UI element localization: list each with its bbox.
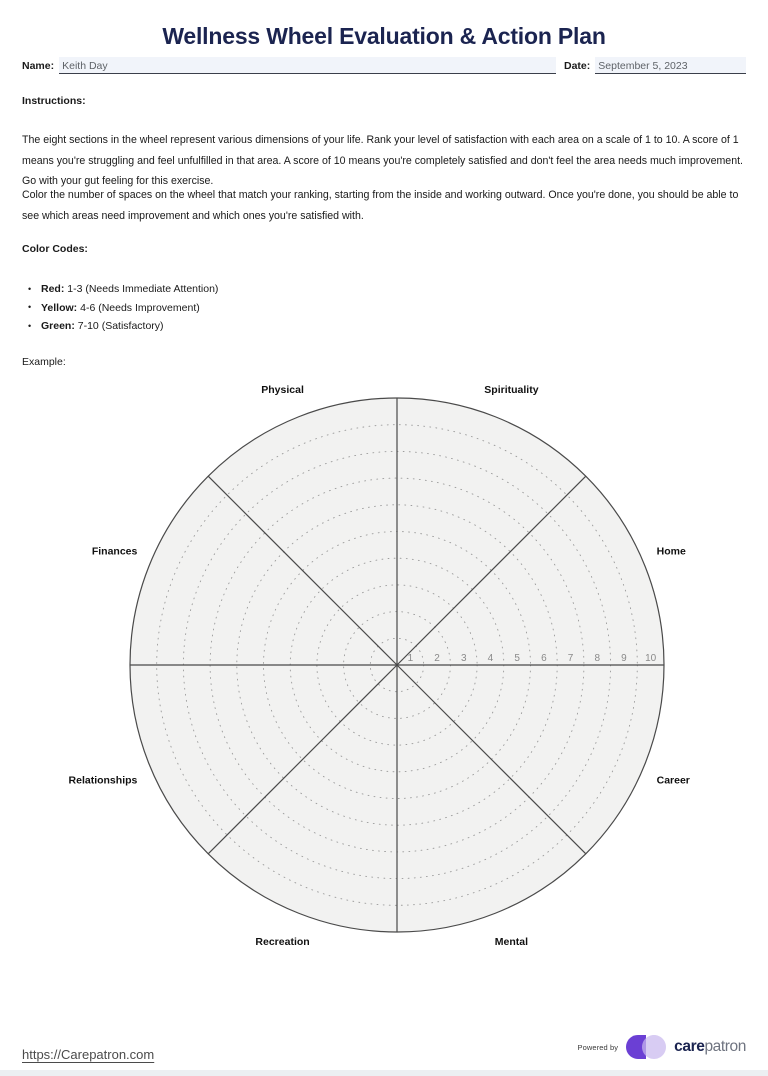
- color-codes-heading: Color Codes:: [22, 243, 88, 255]
- wheel-sector-label: Physical: [261, 383, 304, 396]
- carepatron-logo-icon: [625, 1034, 667, 1060]
- wellness-wheel[interactable]: [0, 375, 768, 975]
- color-code-label: Red:: [41, 283, 65, 295]
- name-input[interactable]: Keith Day: [59, 57, 556, 74]
- name-label: Name:: [22, 60, 55, 72]
- color-code-label: Yellow:: [41, 301, 78, 314]
- list-item: [28, 317, 218, 336]
- footer: [0, 1026, 768, 1070]
- wheel-scale-number: 9: [621, 653, 627, 664]
- list-item: [28, 280, 218, 299]
- wheel-sector-label: Career: [656, 774, 690, 787]
- date-field-group: [564, 52, 746, 74]
- instructions-paragraph-2: Color the number of spaces on the wheel that match your ranking, starting from the inside and working outward. Once you're done, you should be able to see which areas need improvement and which ones you're satisfied with.: [22, 189, 739, 222]
- wheel-sector-label: Recreation: [255, 936, 310, 949]
- page-bottom-edge: [0, 1070, 768, 1076]
- example-label: Example:: [22, 356, 66, 368]
- wheel-scale-number: 3: [460, 653, 467, 664]
- page-title: Wellness Wheel Evaluation & Action Plan: [162, 23, 606, 50]
- color-code-label: Green:: [41, 320, 75, 332]
- name-date-row: [22, 52, 746, 74]
- wheel-scale-number: 2: [434, 653, 440, 664]
- wheel-scale-number: 5: [514, 653, 520, 664]
- instructions-paragraph-1: The eight sections in the wheel represent various dimensions of your life. Rank your level of satisfaction with each area on a scale of 1 to 10. A score of 1 means you're struggling and feel unfulfilled in that area. A score of 10 means you're completely satisfied and don't feel the area needs much improvement. Go with your gut feeling for this exercise.: [22, 134, 743, 187]
- wheel-sector-label: Relationships: [68, 774, 138, 787]
- date-input[interactable]: September 5, 2023: [595, 57, 746, 74]
- name-field-group: [22, 52, 556, 74]
- instructions-heading: Instructions:: [22, 95, 86, 107]
- wheel-scale-number: 8: [594, 653, 601, 664]
- wheel-scale-number: 1: [407, 653, 414, 664]
- brand-word-patron: patron: [704, 1038, 746, 1055]
- wheel-sector-label: Spirituality: [484, 383, 539, 396]
- color-code-text: 7-10 (Satisfactory): [74, 320, 164, 332]
- brand-lockup: [578, 1034, 746, 1060]
- wheel-sector-label: Home: [656, 545, 686, 558]
- wheel-scale-number: 10: [645, 653, 657, 664]
- list-item: [28, 299, 218, 318]
- wellness-wheel-svg[interactable]: [0, 375, 768, 975]
- brand-word-care: care: [674, 1038, 705, 1055]
- wheel-scale-number: 6: [541, 653, 547, 664]
- wheel-scale-number: 4: [487, 653, 494, 664]
- color-code-text: 1-3 (Needs Immediate Attention): [64, 283, 219, 295]
- powered-by-label: Powered by: [577, 1042, 619, 1052]
- color-codes-list: [28, 280, 218, 336]
- color-code-text: 4-6 (Needs Improvement): [77, 301, 200, 314]
- wheel-sector-label: Finances: [91, 545, 138, 558]
- carepatron-url-link[interactable]: https://Carepatron.com: [22, 1047, 155, 1062]
- wheel-sector-label: Mental: [494, 936, 529, 949]
- date-label: Date:: [564, 60, 591, 72]
- brand-wordmark: [674, 1038, 746, 1056]
- wheel-scale-number: 7: [567, 653, 574, 664]
